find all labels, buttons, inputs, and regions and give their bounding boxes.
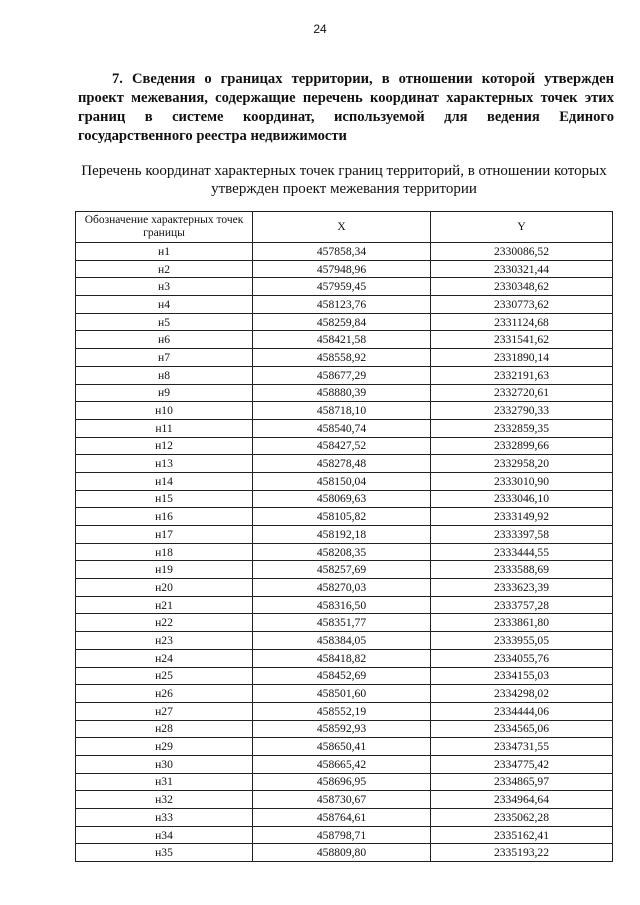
table-row [76,384,613,402]
x-coordinate-cell: 458418,82 [253,649,431,667]
point-label-cell: н4 [76,296,253,314]
table-row [76,561,613,579]
point-label-cell: н31 [76,773,253,791]
table-row [76,349,613,367]
table-row [76,773,613,791]
y-coordinate-cell: 2333588,69 [431,561,613,579]
x-coordinate-cell: 458501,60 [253,685,431,703]
x-coordinate-cell: 458809,80 [253,844,431,862]
table-row [76,331,613,349]
table-row [76,243,613,261]
y-coordinate-cell: 2330773,62 [431,296,613,314]
x-coordinate-cell: 458069,63 [253,490,431,508]
y-coordinate-cell: 2333757,28 [431,596,613,614]
y-coordinate-cell: 2333861,80 [431,614,613,632]
x-coordinate-cell: 458880,39 [253,384,431,402]
x-coordinate-cell: 458257,69 [253,561,431,579]
x-coordinate-cell: 458452,69 [253,667,431,685]
table-row [76,614,613,632]
point-label-cell: н21 [76,596,253,614]
section-heading [78,70,614,146]
point-label-cell: н16 [76,508,253,526]
table-row [76,755,613,773]
x-coordinate-cell: 457959,45 [253,278,431,296]
point-label-cell: н20 [76,579,253,597]
table-row [76,490,613,508]
y-coordinate-cell: 2334731,55 [431,738,613,756]
y-coordinate-cell: 2333046,10 [431,490,613,508]
x-coordinate-cell: 458259,84 [253,313,431,331]
table-row [76,366,613,384]
point-label-cell: н27 [76,702,253,720]
point-label-cell: н19 [76,561,253,579]
table-row [76,738,613,756]
x-coordinate-cell: 458592,93 [253,720,431,738]
x-coordinate-cell: 458192,18 [253,526,431,544]
y-coordinate-cell: 2334444,06 [431,702,613,720]
point-label-cell: н17 [76,526,253,544]
point-label-cell: н24 [76,649,253,667]
x-coordinate-cell: 458316,50 [253,596,431,614]
x-coordinate-cell: 458270,03 [253,579,431,597]
table-row [76,313,613,331]
y-coordinate-cell: 2333149,92 [431,508,613,526]
y-coordinate-cell: 2331124,68 [431,313,613,331]
x-coordinate-cell: 458208,35 [253,543,431,561]
y-coordinate-cell: 2334155,03 [431,667,613,685]
table-row [76,649,613,667]
table-body [76,243,613,862]
x-coordinate-cell: 458677,29 [253,366,431,384]
point-label-cell: н22 [76,614,253,632]
y-coordinate-cell: 2331541,62 [431,331,613,349]
x-coordinate-cell: 458718,10 [253,402,431,420]
table-row [76,543,613,561]
point-label-cell: н30 [76,755,253,773]
point-label-cell: н2 [76,260,253,278]
y-coordinate-cell: 2334775,42 [431,755,613,773]
x-coordinate-cell: 458278,48 [253,455,431,473]
y-coordinate-cell: 2332720,61 [431,384,613,402]
x-coordinate-cell: 458105,82 [253,508,431,526]
table-row [76,472,613,490]
y-coordinate-cell: 2332899,66 [431,437,613,455]
point-label-cell: н3 [76,278,253,296]
y-coordinate-cell: 2332191,63 [431,366,613,384]
point-label-cell: н12 [76,437,253,455]
x-coordinate-cell: 458123,76 [253,296,431,314]
point-label-cell: н34 [76,826,253,844]
point-label-cell: н25 [76,667,253,685]
y-coordinate-cell: 2331890,14 [431,349,613,367]
header-x: X [253,212,431,243]
table-row [76,579,613,597]
table-row [76,685,613,703]
y-coordinate-cell: 2332790,33 [431,402,613,420]
y-coordinate-cell: 2335162,41 [431,826,613,844]
y-coordinate-cell: 2333397,58 [431,526,613,544]
x-coordinate-cell: 458150,04 [253,472,431,490]
point-label-cell: н35 [76,844,253,862]
x-coordinate-cell: 458427,52 [253,437,431,455]
x-coordinate-cell: 458552,19 [253,702,431,720]
y-coordinate-cell: 2334964,64 [431,791,613,809]
point-label-cell: н14 [76,472,253,490]
point-label-cell: н6 [76,331,253,349]
y-coordinate-cell: 2335193,22 [431,844,613,862]
point-label-cell: н9 [76,384,253,402]
y-coordinate-cell: 2333955,05 [431,632,613,650]
y-coordinate-cell: 2332859,35 [431,419,613,437]
y-coordinate-cell: 2330086,52 [431,243,613,261]
point-label-cell: н26 [76,685,253,703]
point-label-cell: н1 [76,243,253,261]
x-coordinate-cell: 458650,41 [253,738,431,756]
point-label-cell: н29 [76,738,253,756]
x-coordinate-cell: 458798,71 [253,826,431,844]
x-coordinate-cell: 458730,67 [253,791,431,809]
table-row [76,437,613,455]
table-row [76,667,613,685]
x-coordinate-cell: 458351,77 [253,614,431,632]
y-coordinate-cell: 2334565,06 [431,720,613,738]
header-point-label: Обозначение характерных точек границы [76,212,253,243]
x-coordinate-cell: 457948,96 [253,260,431,278]
table-row [76,526,613,544]
table-header-row [76,212,613,243]
table-row [76,596,613,614]
y-coordinate-cell: 2333010,90 [431,472,613,490]
table-row [76,419,613,437]
table-row [76,632,613,650]
y-coordinate-cell: 2334865,97 [431,773,613,791]
point-label-cell: н32 [76,791,253,809]
section-heading-text: 7. Сведения о границах территории, в отношении которой утвержден проект межевания, содержащие перечень координат характерных точек этих границ в системе координат, используемой для ведения Единого государственного реестра недвижимости [78,71,614,144]
page-number: 24 [313,22,327,36]
x-coordinate-cell: 458764,61 [253,809,431,827]
y-coordinate-cell: 2333444,55 [431,543,613,561]
point-label-cell: н13 [76,455,253,473]
table-row [76,402,613,420]
x-coordinate-cell: 458558,92 [253,349,431,367]
point-label-cell: н10 [76,402,253,420]
y-coordinate-cell: 2334298,02 [431,685,613,703]
x-coordinate-cell: 458384,05 [253,632,431,650]
table-caption: Перечень координат характерных точек границ территорий, в отношении которых утвержден проект межевания территории [81,163,607,197]
y-coordinate-cell: 2332958,20 [431,455,613,473]
table-row [76,809,613,827]
point-label-cell: н23 [76,632,253,650]
table-row [76,826,613,844]
table-row [76,844,613,862]
x-coordinate-cell: 458696,95 [253,773,431,791]
point-label-cell: н15 [76,490,253,508]
point-label-cell: н33 [76,809,253,827]
point-label-cell: н18 [76,543,253,561]
table-row [76,296,613,314]
x-coordinate-cell: 458421,58 [253,331,431,349]
table-row [76,260,613,278]
x-coordinate-cell: 457858,34 [253,243,431,261]
table-row [76,455,613,473]
table-row [76,720,613,738]
point-label-cell: н7 [76,349,253,367]
point-label-cell: н5 [76,313,253,331]
table-row [76,508,613,526]
coordinates-table [75,211,613,862]
x-coordinate-cell: 458665,42 [253,755,431,773]
table-row [76,791,613,809]
point-label-cell: н11 [76,419,253,437]
y-coordinate-cell: 2330348,62 [431,278,613,296]
table-row [76,278,613,296]
y-coordinate-cell: 2333623,39 [431,579,613,597]
point-label-cell: н28 [76,720,253,738]
point-label-cell: н8 [76,366,253,384]
table-row [76,702,613,720]
y-coordinate-cell: 2334055,76 [431,649,613,667]
y-coordinate-cell: 2330321,44 [431,260,613,278]
x-coordinate-cell: 458540,74 [253,419,431,437]
header-y: Y [431,212,613,243]
y-coordinate-cell: 2335062,28 [431,809,613,827]
